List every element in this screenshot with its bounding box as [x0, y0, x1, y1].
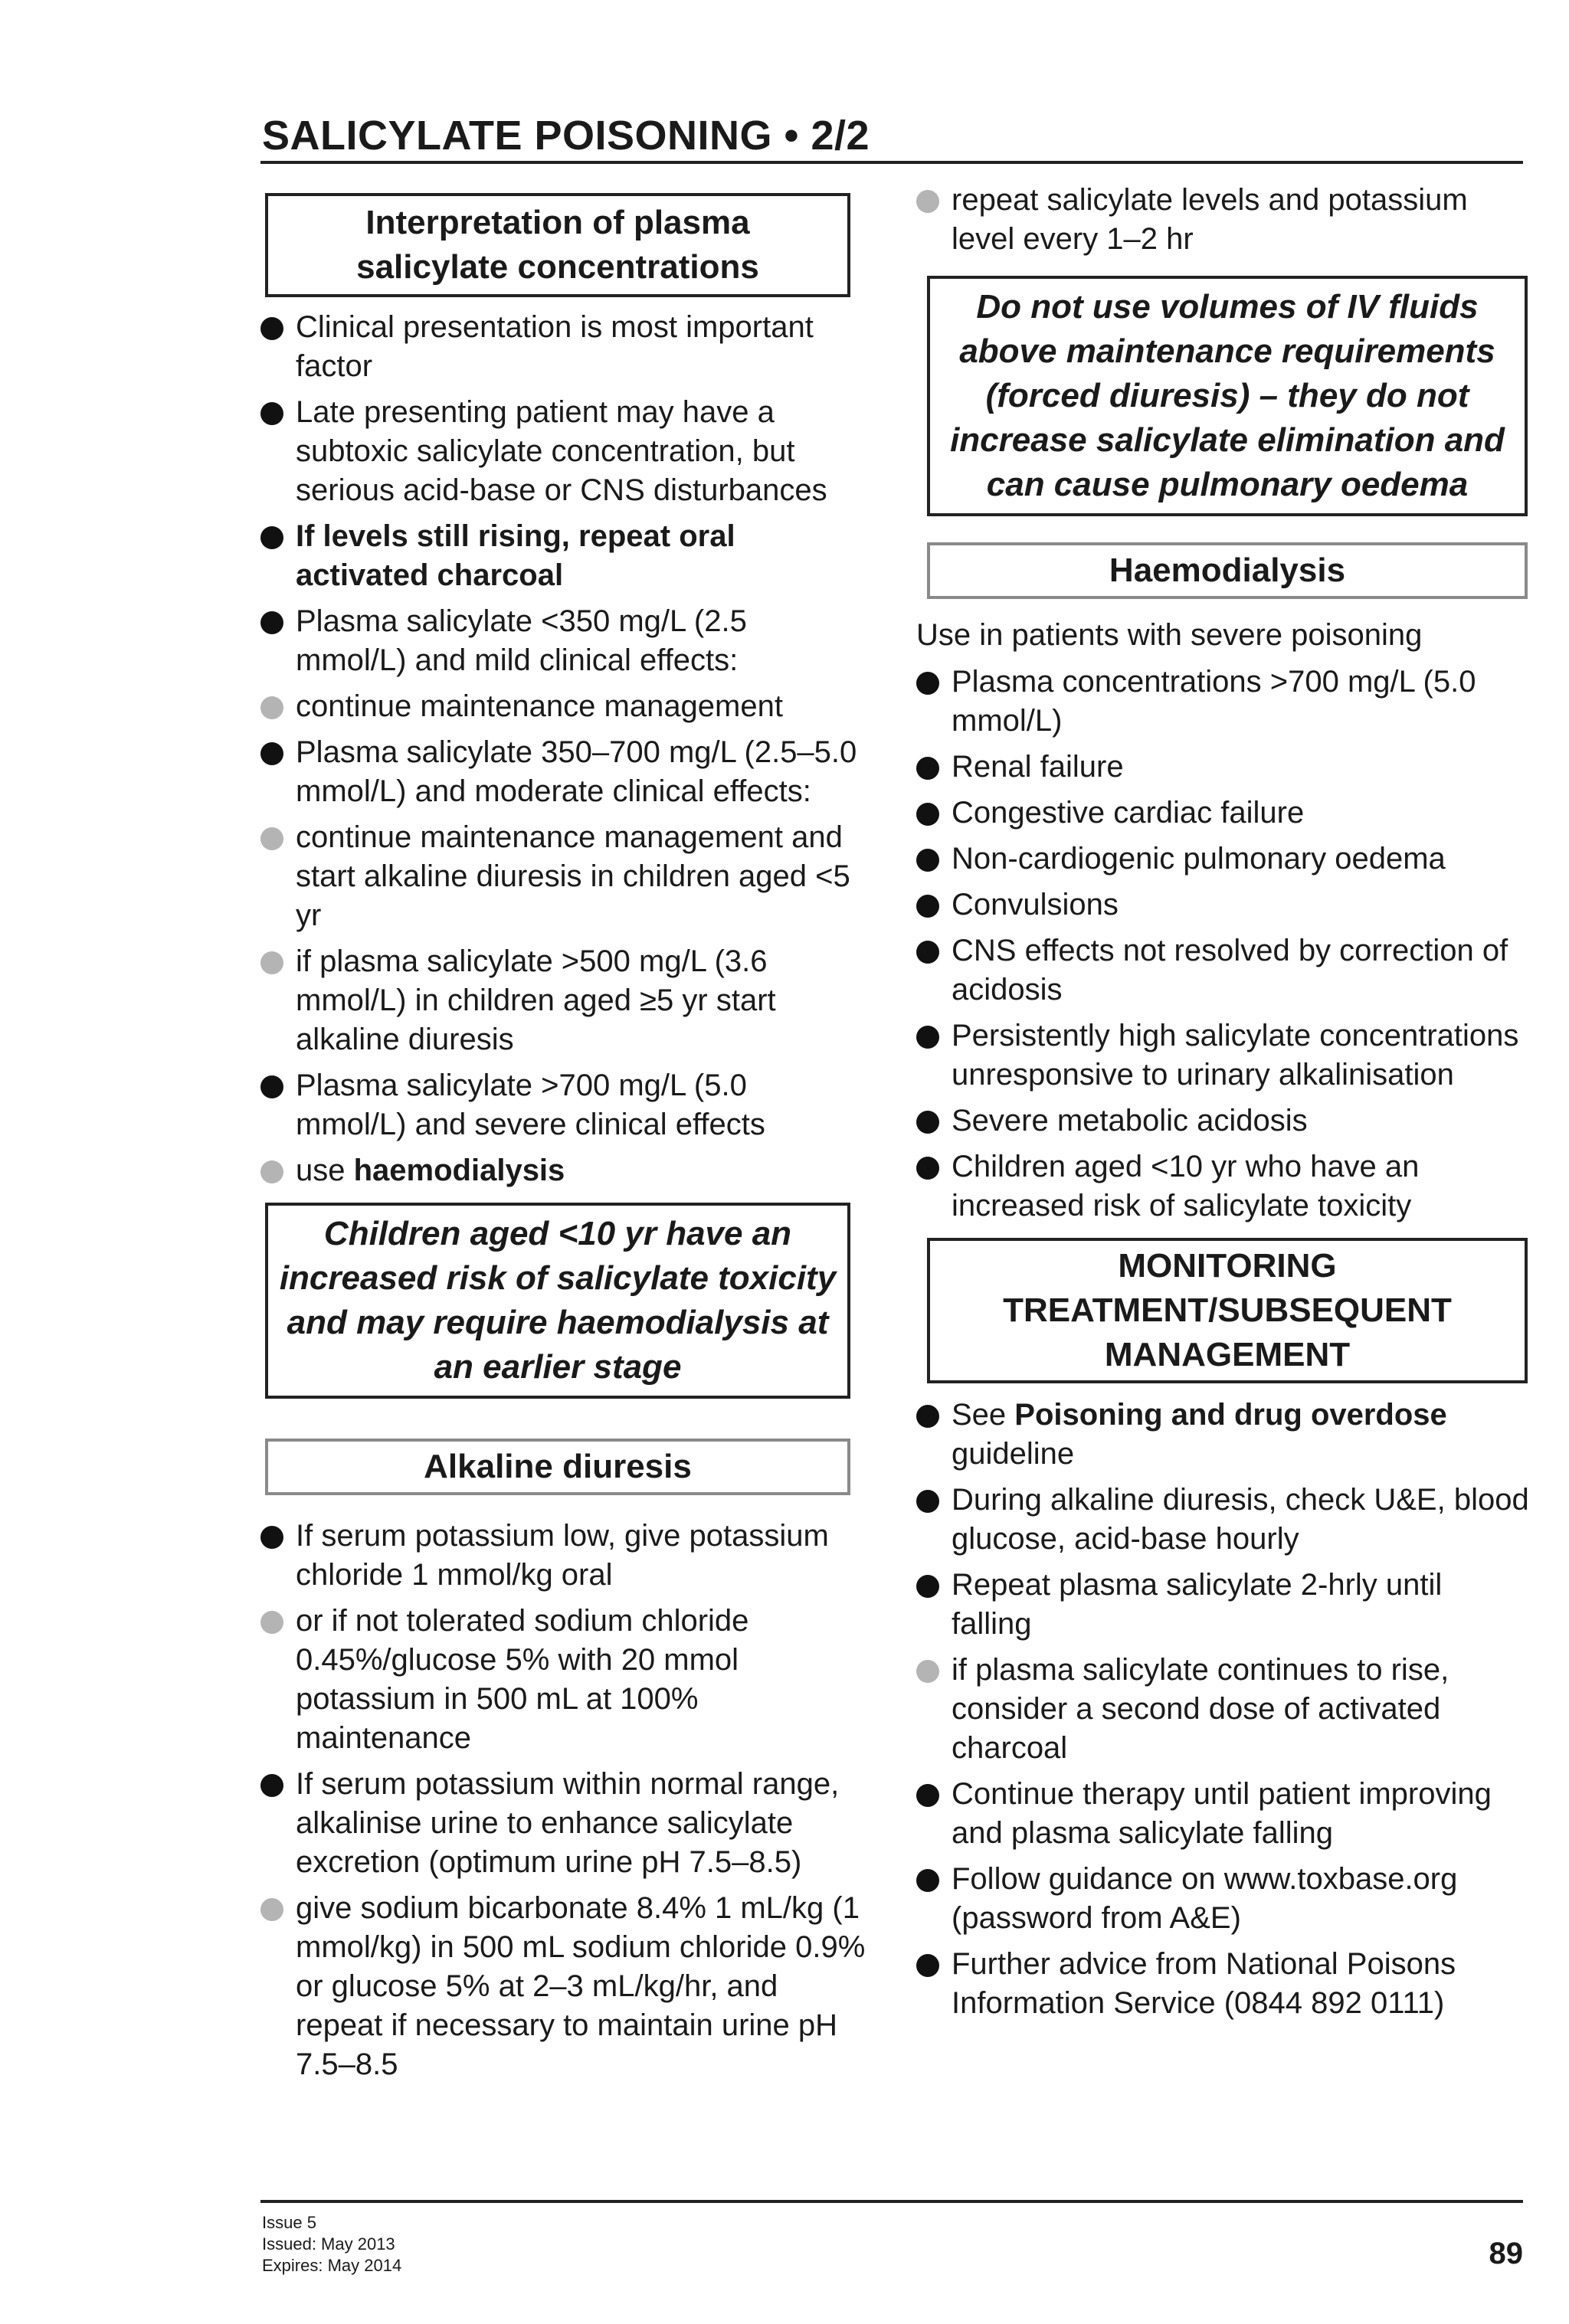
list-item-text: Continue therapy until patient improving and plasma salicylate falling	[952, 1777, 1492, 1850]
list-item	[260, 1889, 866, 2084]
list-item-text: Persistently high salicylate concentrations unresponsive to urinary alkalinisation	[952, 1019, 1519, 1092]
list-item-text: If serum potassium within normal range, alkalinise urine to enhance salicylate excretion (optimum urine pH 7.5–8.5)	[296, 1767, 840, 1879]
list-item	[916, 1147, 1529, 1226]
right-column	[916, 176, 1529, 2030]
grey-bullet-icon	[260, 951, 283, 974]
left-column	[260, 176, 866, 2091]
list-item-text: continue maintenance management	[296, 689, 783, 723]
list-item: use haemodialysis	[260, 1151, 866, 1190]
iv-fluids-warning-text: Do not use volumes of IV fluids above maintenance requirements (forced diuresis) – they do not increase salicylate elimination and can cause pulmonary oedema	[950, 288, 1505, 503]
list-item-text: Plasma salicylate >700 mg/L (5.0 mmol/L) and severe clinical effects	[296, 1069, 765, 1141]
black-bullet-icon	[260, 1526, 283, 1549]
list-item-text: Plasma concentrations >700 mg/L (5.0 mmol/L)	[952, 665, 1476, 738]
haemodialysis-heading: Haemodialysis	[1109, 552, 1346, 589]
repeat-levels-list	[916, 181, 1529, 259]
list-item	[260, 517, 866, 595]
iv-fluids-warning-box	[927, 276, 1528, 516]
black-bullet-icon	[916, 849, 939, 872]
black-bullet-icon	[916, 672, 939, 695]
list-item	[260, 942, 866, 1059]
interpretation-heading-box	[265, 193, 850, 297]
list-item	[916, 1101, 1529, 1141]
black-bullet-icon	[916, 1157, 939, 1180]
list-item-text: or if not tolerated sodium chloride 0.45%/glucose 5% with 20 mmol potassium in 500 mL at 100% maintenance	[296, 1604, 749, 1755]
list-item	[916, 1775, 1529, 1853]
list-item	[260, 393, 866, 510]
footer-info	[262, 2212, 401, 2277]
list-item-text: CNS effects not resolved by correction of acidosis	[952, 934, 1508, 1007]
list-item	[260, 818, 866, 935]
use-haemodialysis-list	[260, 1151, 866, 1190]
black-bullet-icon	[916, 1490, 939, 1513]
black-bullet-icon	[260, 742, 283, 765]
list-item	[260, 1765, 866, 1882]
list-item-text: Late presenting patient may have a subtoxic salicylate concentration, but serious acid-base or CNS disturbances	[296, 395, 827, 507]
black-bullet-icon	[916, 1784, 939, 1807]
list-item-text: If levels still rising, repeat oral activated charcoal	[296, 519, 735, 592]
list-item	[916, 794, 1529, 833]
black-bullet-icon	[916, 1869, 939, 1892]
grey-bullet-icon	[260, 827, 283, 850]
interpretation-heading: Interpretation of plasma salicylate concentrations	[356, 204, 759, 286]
haemodialysis-heading-box	[927, 542, 1528, 599]
alkaline-diuresis-heading: Alkaline diuresis	[424, 1448, 692, 1485]
list-item-text: Plasma salicylate <350 mg/L (2.5 mmol/L) and mild clinical effects:	[296, 604, 747, 677]
list-item-text: Children aged <10 yr who have an increased risk of salicylate toxicity	[952, 1150, 1420, 1223]
grey-bullet-icon	[260, 1898, 283, 1921]
list-item	[916, 840, 1529, 879]
guideline-reference: Poisoning and drug overdose	[1014, 1398, 1447, 1432]
list-item-text: give sodium bicarbonate 8.4% 1 mL/kg (1 mmol/kg) in 500 mL sodium chloride 0.9% or glucose 5% at 2–3 mL/kg/hr, and repeat if necessary to maintain urine pH 7.5–8.5	[296, 1891, 866, 2081]
haemodialysis-list	[916, 663, 1529, 1226]
list-item-text: Repeat plasma salicylate 2-hrly until falling	[952, 1568, 1443, 1641]
list-item	[916, 1651, 1529, 1768]
black-bullet-icon	[916, 895, 939, 918]
black-bullet-icon	[260, 526, 283, 549]
monitoring-heading-box	[927, 1238, 1528, 1383]
children-warning-box	[265, 1203, 850, 1399]
issued-date: Issued: May 2013	[262, 2234, 395, 2254]
black-bullet-icon	[916, 1405, 939, 1428]
list-item	[916, 1481, 1529, 1559]
black-bullet-icon	[260, 1774, 283, 1797]
grey-bullet-icon	[260, 1611, 283, 1634]
black-bullet-icon	[260, 402, 283, 425]
list-item	[260, 733, 866, 811]
footer-rule	[260, 2200, 1523, 2203]
list-item	[260, 1066, 866, 1144]
list-item	[916, 931, 1529, 1010]
list-item-text: Renal failure	[952, 750, 1124, 784]
list-item-text: if plasma salicylate continues to rise, consider a second dose of activated charcoal	[952, 1653, 1449, 1765]
list-item	[916, 1016, 1529, 1095]
list-item-text: if plasma salicylate >500 mg/L (3.6 mmol/L) in children aged ≥5 yr start alkaline diuresis	[296, 944, 776, 1056]
grey-bullet-icon	[916, 190, 939, 213]
list-item-text: Convulsions	[952, 888, 1119, 921]
alkaline-diuresis-list	[260, 1517, 866, 2084]
black-bullet-icon	[916, 1954, 939, 1977]
list-item	[260, 602, 866, 680]
list-item-text: Plasma salicylate 350–700 mg/L (2.5–5.0 mmol/L) and moderate clinical effects:	[296, 735, 857, 808]
list-item	[916, 1566, 1529, 1644]
interpretation-list	[260, 308, 866, 1144]
list-item-text: Clinical presentation is most important factor	[296, 310, 814, 383]
list-item	[916, 1860, 1529, 1938]
list-item-text: If serum potassium low, give potassium chloride 1 mmol/kg oral	[296, 1519, 829, 1592]
list-item-text: Follow guidance on www.toxbase.org (password from A&E)	[952, 1862, 1458, 1935]
grey-bullet-icon	[260, 1160, 283, 1183]
issue-number: Issue 5	[262, 2213, 316, 2232]
black-bullet-icon	[916, 1575, 939, 1598]
list-item	[260, 1602, 866, 1758]
black-bullet-icon	[916, 803, 939, 826]
black-bullet-icon	[260, 1075, 283, 1098]
black-bullet-icon	[260, 611, 283, 634]
monitoring-heading: MONITORING TREATMENT/SUBSEQUENT MANAGEMENT	[1003, 1247, 1452, 1373]
black-bullet-icon	[916, 1026, 939, 1049]
list-item-text: Further advice from National Poisons Information Service (0844 892 0111)	[952, 1947, 1456, 2020]
children-warning-text: Children aged <10 yr have an increased risk of salicylate toxicity and may require haemodialysis at an earlier stage	[279, 1215, 837, 1386]
grey-bullet-icon	[916, 1660, 939, 1683]
black-bullet-icon	[916, 941, 939, 964]
grey-bullet-icon	[260, 696, 283, 719]
list-item	[916, 748, 1529, 787]
black-bullet-icon	[916, 757, 939, 780]
list-item: repeat salicylate levels and potassium level every 1–2 hr	[916, 181, 1529, 259]
see-guideline-list	[916, 1396, 1529, 1474]
black-bullet-icon	[916, 1111, 939, 1134]
list-item	[916, 885, 1529, 925]
expires-date: Expires: May 2014	[262, 2256, 402, 2275]
page-title: SALICYLATE POISONING • 2/2	[262, 113, 870, 159]
list-item	[260, 687, 866, 726]
list-item-text: During alkaline diuresis, check U&E, blood glucose, acid-base hourly	[952, 1483, 1529, 1556]
list-item-text: continue maintenance management and start alkaline diuresis in children aged <5 yr	[296, 820, 850, 932]
black-bullet-icon	[260, 317, 283, 340]
list-item: See Poisoning and drug overdose guideline	[916, 1396, 1529, 1474]
monitoring-list	[916, 1481, 1529, 2023]
list-item-text: Severe metabolic acidosis	[952, 1104, 1308, 1137]
list-item	[916, 663, 1529, 741]
list-item	[916, 1945, 1529, 2023]
title-rule	[260, 161, 1523, 164]
list-item-text: Non-cardiogenic pulmonary oedema	[952, 842, 1446, 876]
alkaline-diuresis-heading-box	[265, 1439, 850, 1495]
haemodialysis-intro: Use in patients with severe poisoning	[916, 618, 1423, 652]
list-item	[260, 1517, 866, 1595]
list-item	[260, 308, 866, 386]
page-number: 89	[1489, 2237, 1523, 2270]
list-item-text: Congestive cardiac failure	[952, 796, 1305, 830]
